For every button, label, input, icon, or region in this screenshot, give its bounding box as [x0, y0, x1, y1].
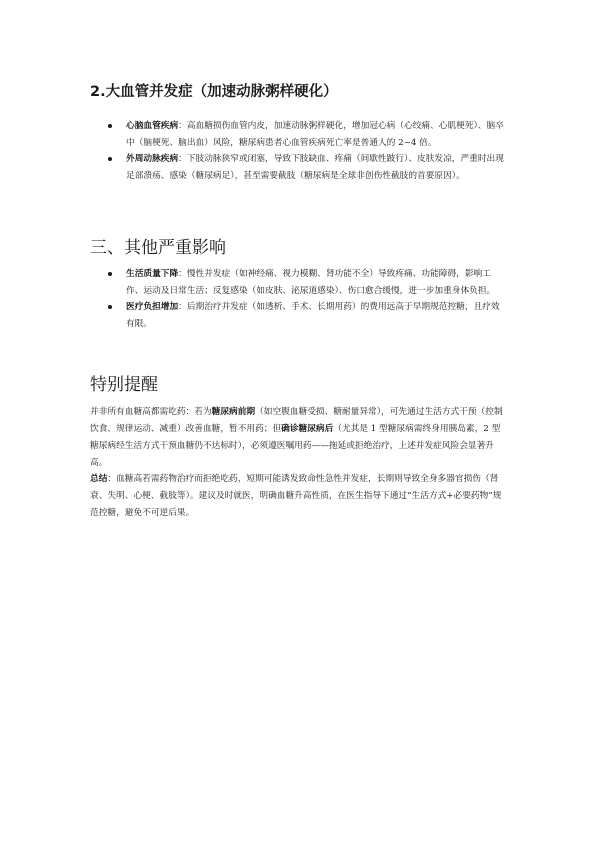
summary-paragraph [90, 471, 508, 522]
macrovascular-list [108, 118, 508, 185]
summary-text: ：血糖高若需药物治疗而拒绝吃药，短期可能诱发致命性急性并发症，长期则导致全身多器官损伤（肾衰、失明、心梗、截肢等）。建议及时就医，明确血糖升高性质，在医生指导下通过“生活方式+必要药物”规范控糖，避免不可逆后果。 [90, 474, 502, 518]
para-text: 并非所有血糖高都需吃药：若为 [90, 407, 212, 417]
bullet-icon [108, 305, 112, 309]
section-heading-macrovascular: 2.大血管并发症（加速动脉粥样硬化） [90, 84, 338, 100]
bullet-icon [108, 124, 112, 128]
item-label: 生活质量下降 [126, 269, 179, 279]
list-item [108, 151, 508, 184]
list-item [108, 299, 508, 332]
emphasis-prediabetes: 糖尿病前期 [211, 407, 256, 417]
item-label: 心脑血管疾病 [126, 121, 179, 131]
item-text: ：高血糖损伤血管内皮，加速动脉粥样硬化，增加冠心病（心绞痛、心肌梗死）、脑卒中（脑梗死、脑出血）风险，糖尿病患者心血管疾病死亡率是普通人的 2~4 倍。 [126, 121, 504, 148]
para-text: （尤其是 1 型糖尿病需终身用胰岛素，2 型糖尿病经生活方式干预血糖仍不达标时），必须遵医嘱用药——拖延或拒绝治疗，上述并发症风险会显著升高。 [90, 424, 501, 468]
bullet-icon [108, 157, 112, 161]
list-item [108, 266, 508, 299]
list-item [108, 118, 508, 151]
section-heading-other-effects: 三、其他严重影响 [90, 238, 226, 258]
bullet-icon [108, 272, 112, 276]
emphasis-diagnosed: 确诊糖尿病后 [281, 424, 334, 434]
item-text: ：后期治疗并发症（如透析、手术、长期用药）的费用远高于早期规范控糖，且疗效有限。 [126, 302, 500, 330]
item-text: ：慢性并发症（如神经痛、视力模糊、肾功能不全）导致疼痛、功能障碍，影响工作、运动及日常生活；反复感染（如皮肤、泌尿道感染）、伤口愈合缓慢，进一步加重身体负担。 [126, 269, 496, 296]
item-label: 外周动脉疾病 [126, 154, 179, 165]
section-heading-reminder: 特别提醒 [90, 375, 158, 395]
summary-label: 总结 [90, 474, 108, 484]
item-text: ：下肢动脉狭窄或闭塞，导致下肢缺血、疼痛（间歇性跛行）、皮肤发凉，严重时出现足部溃疡、感染（糖尿病足），甚至需要截肢（糖尿病是全球非创伤性截肢的首要原因）。 [126, 154, 504, 182]
item-label: 医疗负担增加 [126, 302, 179, 313]
para-text: （如空腹血糖受损、糖耐量异常），可先通过生活方式干预（控制饮食、规律运动、减重）改善血糖，暂不用药；但 [90, 407, 503, 434]
other-effects-list [108, 266, 508, 333]
reminder-paragraph [90, 404, 508, 472]
